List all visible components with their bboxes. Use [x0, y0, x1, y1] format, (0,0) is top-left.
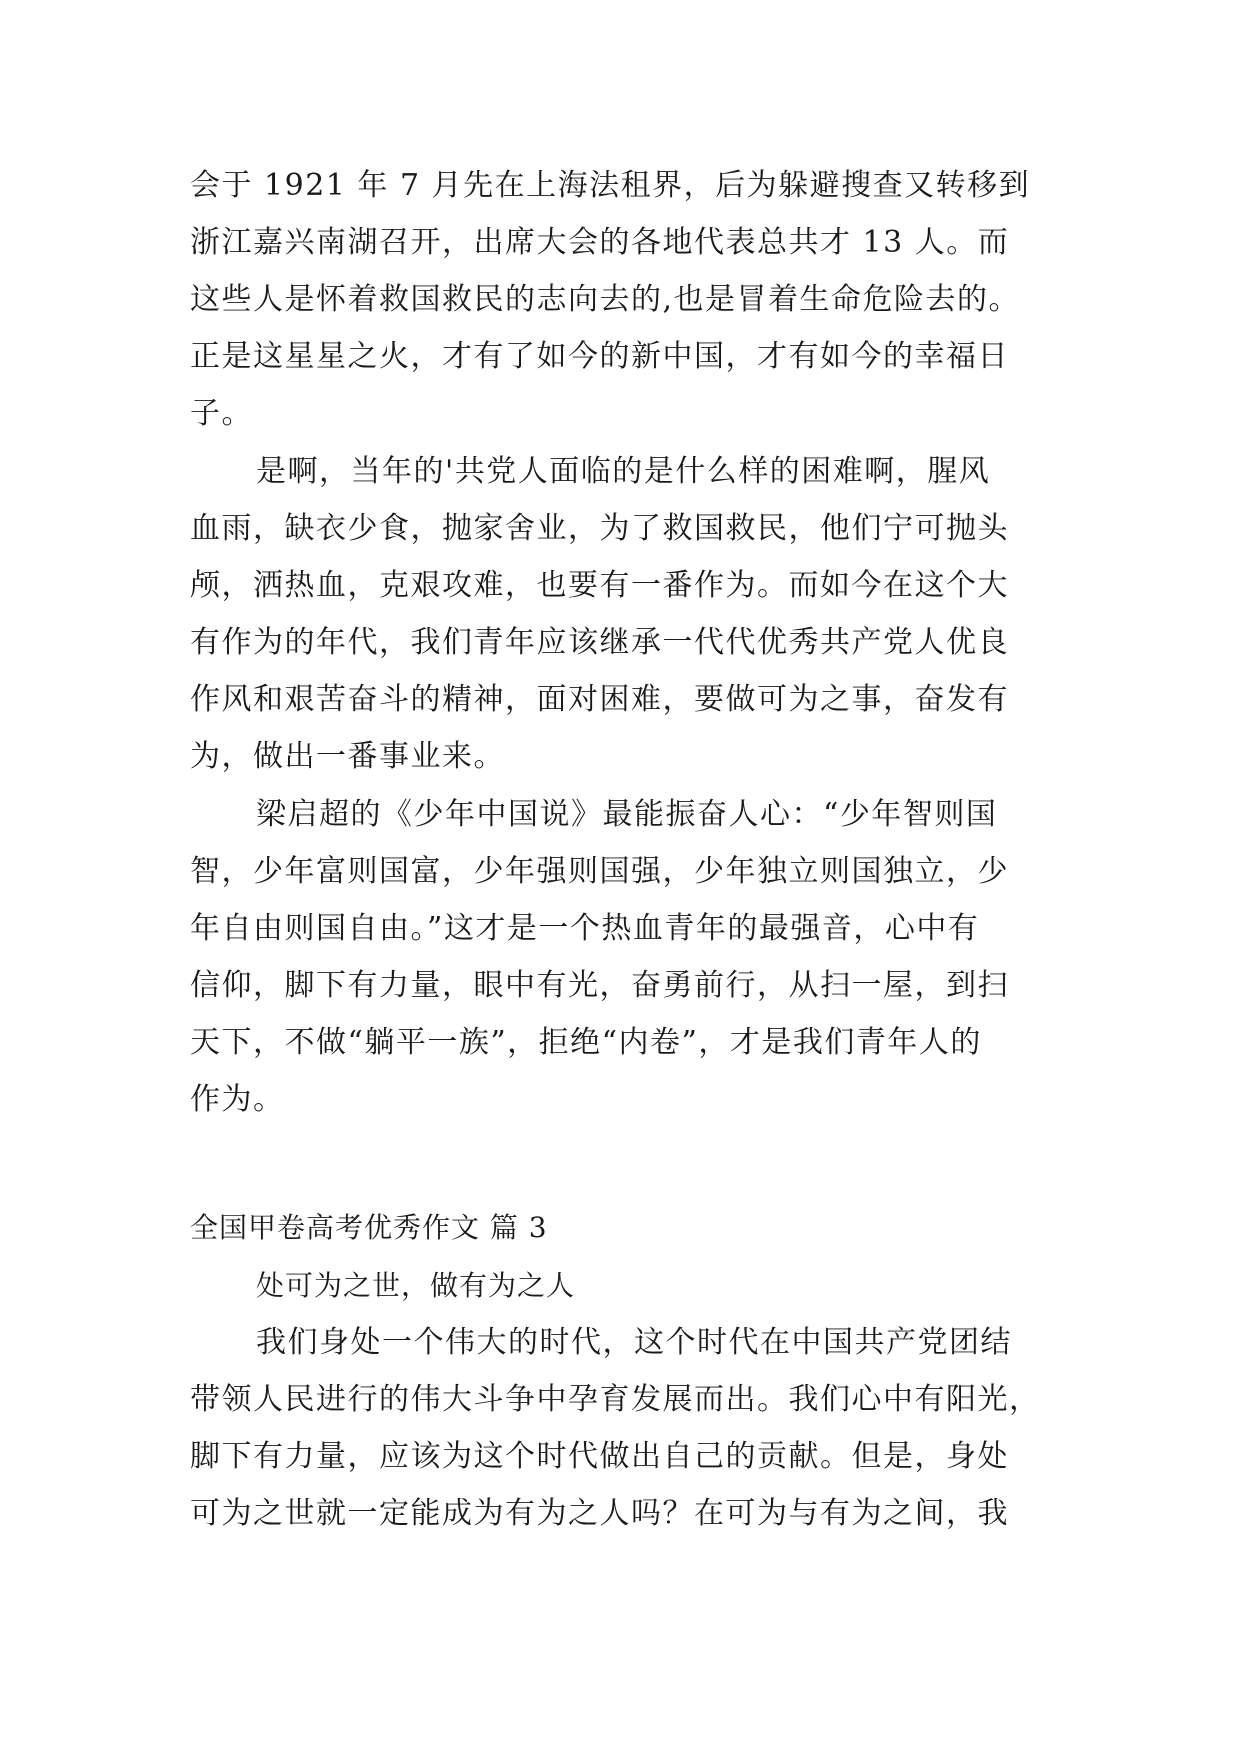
paragraph-line: 有作为的年代，我们青年应该继承一代代优秀共产党人优良 [190, 625, 1009, 660]
paragraph-line: 我们身处一个伟大的时代，这个时代在中国共产党团结 [256, 1325, 1012, 1360]
paragraph-line: 浙江嘉兴南湖召开，出席大会的各地代表总共才 13 人。而 [190, 225, 1010, 260]
section-heading: 全国甲卷高考优秀作文 篇 3 [190, 1211, 548, 1244]
paragraph-line: 梁启超的《少年中国说》最能振奋人心：“少年智则国 [256, 797, 998, 832]
paragraph-line: 会于 1921 年 7 月先在上海法租界，后为躲避搜查又转移到 [190, 168, 1031, 203]
paragraph-line: 可为之世就一定能成为有为之人吗？在可为与有为之间，我 [190, 1496, 1009, 1531]
paragraph-line: 血雨，缺衣少食，抛家舍业，为了救国救民，他们宁可抛头 [190, 511, 1009, 546]
paragraph-line: 为，做出一番事业来。 [190, 739, 505, 774]
paragraph-line: 这些人是怀着救国救民的志向去的,也是冒着生命危险去的。 [190, 282, 1021, 317]
paragraph-line: 信仰，脚下有力量，眼中有光，奋勇前行，从扫一屋，到扫 [190, 968, 1009, 1003]
paragraph-line: 正是这星星之火，才有了如今的新中国，才有如今的幸福日 [190, 339, 1009, 374]
paragraph-line: 带领人民进行的伟大斗争中孕育发展而出。我们心中有阳光， [190, 1382, 1041, 1417]
paragraph-line: 年自由则国自由。”这才是一个热血青年的最强音，心中有 [190, 911, 980, 946]
essay-title: 处可为之世，做有为之人 [256, 1269, 576, 1302]
paragraph-line: 是啊，当年的'共党人面临的是什么样的困难啊，腥风 [256, 454, 991, 489]
paragraph-line: 作为。 [190, 1082, 285, 1117]
paragraph-line: 颅，洒热血，克艰攻难，也要有一番作为。而如今在这个大 [190, 568, 1009, 603]
paragraph-line: 子。 [190, 396, 253, 431]
paragraph-line: 脚下有力量，应该为这个时代做出自己的贡献。但是，身处 [190, 1439, 1009, 1474]
paragraph-line: 智，少年富则国富，少年强则国强，少年独立则国独立，少 [190, 854, 1009, 889]
paragraph-line: 作风和艰苦奋斗的精神，面对困难，要做可为之事，奋发有 [190, 682, 1009, 717]
paragraph-line: 天下，不做“躺平一族”，拒绝“内卷”，才是我们青年人的 [190, 1025, 982, 1060]
